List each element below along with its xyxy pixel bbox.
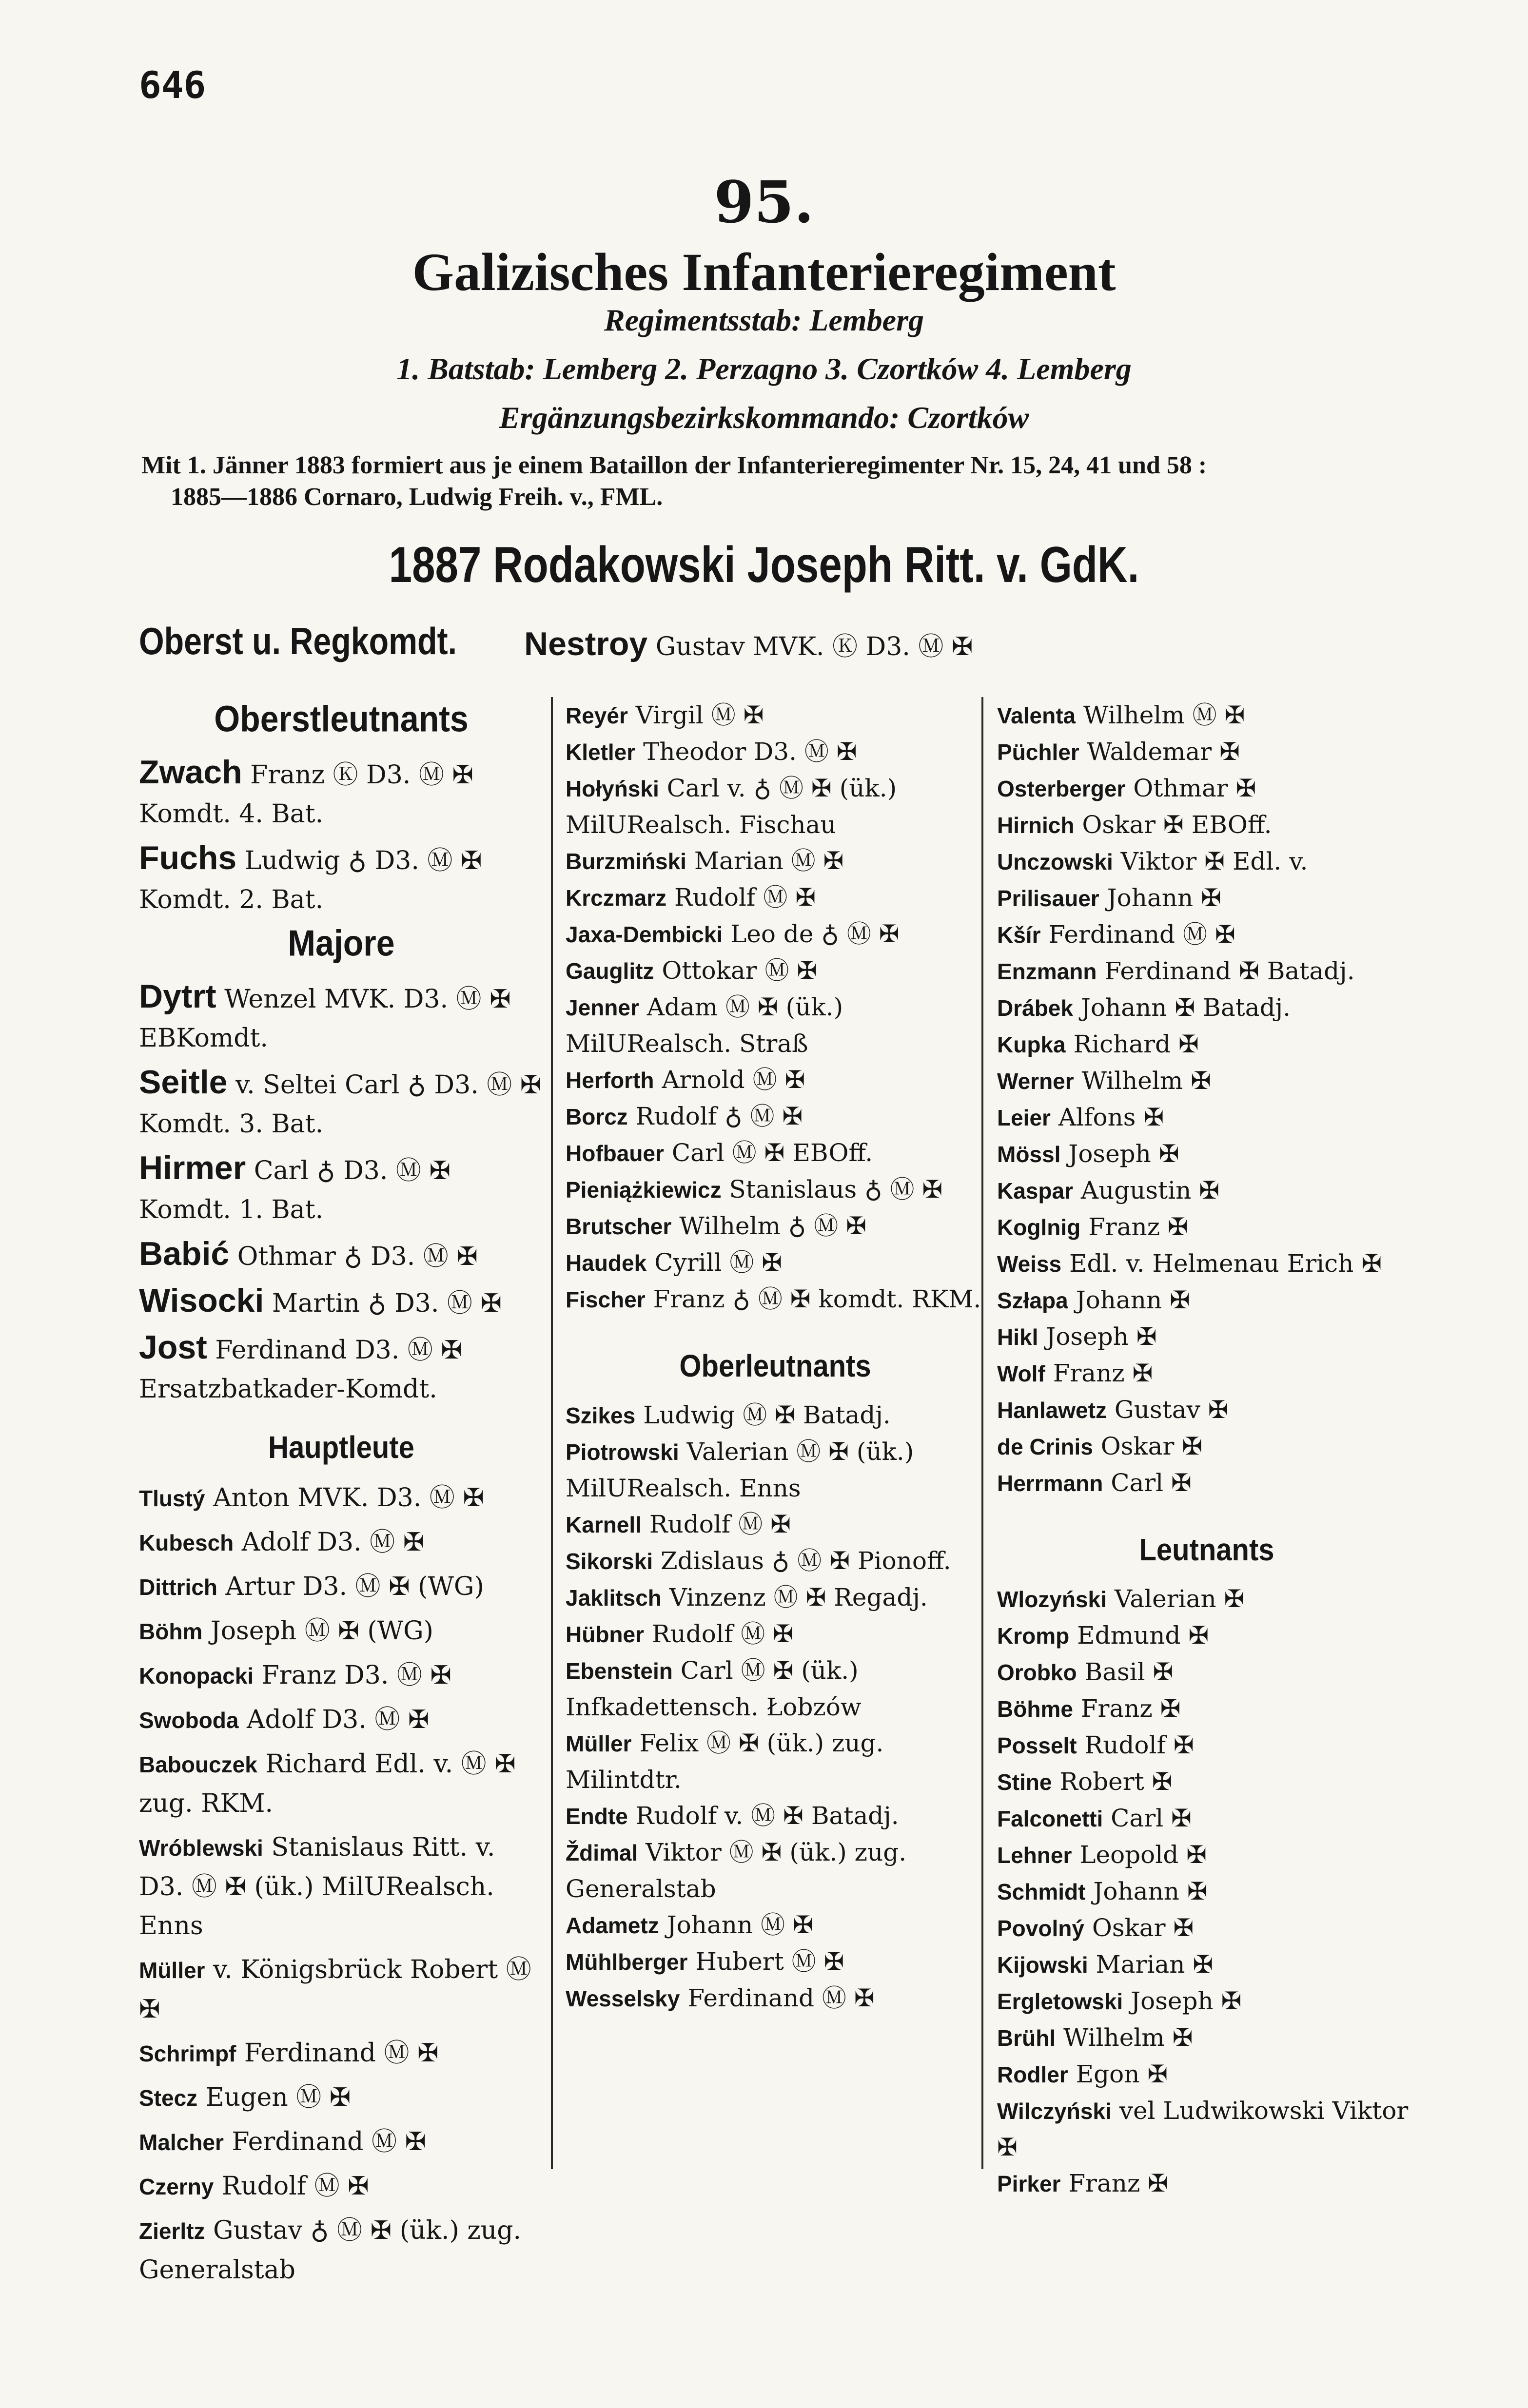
officer-details: Franz D3. Ⓜ ✠ bbox=[261, 1661, 451, 1690]
officer-name: Wlozyński bbox=[997, 1587, 1107, 1612]
officer-name: Kijowski bbox=[997, 1952, 1088, 1978]
officer-details: Felix Ⓜ ✠ (ük.) zug. Milintdtr. bbox=[566, 1729, 884, 1794]
list-item bbox=[997, 2093, 1416, 2165]
officer-details: Adolf D3. Ⓜ ✠ bbox=[241, 1528, 425, 1557]
officer-details: Ferdinand Ⓜ ✠ bbox=[1048, 920, 1235, 949]
officer-name: Schrimpf bbox=[139, 2041, 236, 2066]
list-item bbox=[566, 989, 985, 1062]
officer-name: Müller bbox=[566, 1731, 632, 1756]
officer-name: Koglnig bbox=[997, 1215, 1081, 1240]
officer-details: Egon ✠ bbox=[1076, 2060, 1168, 2088]
officer-name: Müller bbox=[139, 1958, 205, 1983]
officer-details: Stanislaus ♁ Ⓜ ✠ bbox=[729, 1175, 943, 1204]
list-item bbox=[997, 1581, 1416, 1617]
list-majore bbox=[139, 977, 544, 1409]
officer-details: Rudolf v. Ⓜ ✠ Batadj. bbox=[635, 1802, 899, 1830]
officer-details: Johann ✠ Batadj. bbox=[1080, 993, 1291, 1022]
list-item bbox=[139, 1828, 544, 1945]
officer-name: Borcz bbox=[566, 1104, 628, 1129]
officer-name: Swoboda bbox=[139, 1708, 239, 1733]
list-item bbox=[997, 1946, 1416, 1983]
officer-name: Malcher bbox=[139, 2130, 224, 2155]
officer-name: Jenner bbox=[566, 995, 639, 1020]
list-item bbox=[139, 1148, 544, 1229]
officer-name: Fuchs bbox=[139, 839, 237, 876]
officer-details: Johann ✠ bbox=[1107, 884, 1221, 912]
list-item bbox=[139, 2122, 544, 2162]
officer-details: Joseph ✠ bbox=[1068, 1140, 1179, 1168]
officer-details: Adolf D3. Ⓜ ✠ bbox=[246, 1705, 430, 1734]
list-item bbox=[997, 1172, 1416, 1209]
officer-details: Carl Ⓜ ✠ EBOff. bbox=[671, 1139, 873, 1167]
officer-name: Sikorski bbox=[566, 1549, 653, 1574]
list-item bbox=[566, 1098, 985, 1135]
list-hauptleute-cont bbox=[566, 697, 985, 1318]
officer-details: Rudolf ✠ bbox=[1084, 1731, 1194, 1759]
officer-details: Oskar ✠ EBOff. bbox=[1082, 811, 1272, 839]
officer-details: Cyrill Ⓜ ✠ bbox=[654, 1248, 783, 1277]
officer-details: Franz ✠ bbox=[1080, 1694, 1181, 1723]
officer-details: Robert ✠ bbox=[1059, 1767, 1173, 1796]
list-item bbox=[997, 953, 1416, 990]
list-item bbox=[997, 843, 1416, 880]
officer-name: Püchler bbox=[997, 739, 1079, 765]
list-item bbox=[997, 1690, 1416, 1727]
officer-name: de Crinis bbox=[997, 1434, 1093, 1459]
list-item bbox=[997, 1319, 1416, 1355]
officer-details: Ferdinand Ⓜ ✠ bbox=[687, 1984, 875, 2012]
officer-name: Jost bbox=[139, 1329, 207, 1366]
officer-details: Hubert Ⓜ ✠ bbox=[695, 1947, 844, 1976]
officer-name: Tlustý bbox=[139, 1486, 205, 1511]
list-item bbox=[997, 2165, 1416, 2202]
column-3 bbox=[997, 697, 1416, 2202]
list-item bbox=[566, 1397, 985, 1434]
list-item bbox=[566, 1943, 985, 1980]
officer-details: Adam Ⓜ ✠ (ük.) MilURealsch. Straß bbox=[566, 993, 843, 1058]
officer-details: Joseph ✠ bbox=[1131, 1987, 1242, 2015]
list-item bbox=[566, 1171, 985, 1208]
list-item bbox=[997, 1245, 1416, 1282]
officer-details: Gustav ♁ Ⓜ ✠ (ük.) zug. Generalstab bbox=[139, 2216, 522, 2285]
batstab: 1. Batstab: Lemberg 2. Perzagno 3. Czortków 4. Lemberg bbox=[396, 351, 1132, 386]
officer-name: Czerny bbox=[139, 2174, 214, 2199]
officer-name: Mühlberger bbox=[566, 1949, 688, 1975]
officer-name: Povolný bbox=[997, 1916, 1084, 1941]
officer-details: Eugen Ⓜ ✠ bbox=[205, 2083, 351, 2112]
list-item bbox=[997, 770, 1416, 807]
officer-name: Jaxa-Dembicki bbox=[566, 922, 723, 947]
colonel-rank: Oberst u. Regkomdt. bbox=[139, 620, 457, 662]
list-item bbox=[566, 1208, 985, 1244]
officer-name: Endte bbox=[566, 1804, 628, 1829]
list-item bbox=[139, 838, 544, 919]
officer-name: Stecz bbox=[139, 2085, 198, 2111]
officer-name: Falconetti bbox=[997, 1806, 1103, 1831]
officer-details: Carl v. ♁ Ⓜ ✠ (ük.) MilURealsch. Fischau bbox=[566, 774, 897, 839]
officer-name: Mössl bbox=[997, 1142, 1061, 1167]
list-item bbox=[566, 1798, 985, 1834]
officer-name: Krczmarz bbox=[566, 885, 667, 911]
officer-details: Zdislaus ♁ Ⓜ ✠ Pionoff. bbox=[660, 1547, 951, 1575]
officer-name: Hübner bbox=[566, 1622, 644, 1647]
officer-details: Alfons ✠ bbox=[1058, 1103, 1164, 1131]
officer-details: Basil ✠ bbox=[1084, 1658, 1174, 1686]
officer-name: Hofbauer bbox=[566, 1141, 664, 1166]
officer-name: Leier bbox=[997, 1105, 1051, 1130]
officer-details: Franz ✠ bbox=[1068, 2169, 1169, 2197]
officer-name: Reyér bbox=[566, 703, 628, 728]
officer-details: Valerian Ⓜ ✠ (ük.) MilURealsch. Enns bbox=[566, 1437, 914, 1502]
officer-details: Stanislaus Ritt. v. D3. Ⓜ ✠ (ük.) MilURealsch. Enns bbox=[139, 1833, 495, 1941]
officer-name: Kletler bbox=[566, 739, 636, 765]
officer-name: Babouczek bbox=[139, 1752, 257, 1777]
list-item bbox=[566, 697, 985, 734]
officer-details: Rudolf ♁ Ⓜ ✠ bbox=[635, 1102, 803, 1130]
list-item bbox=[997, 2020, 1416, 2056]
heading-oberleutnants: Oberleutnants bbox=[679, 1348, 871, 1384]
officer-name: Hikl bbox=[997, 1324, 1038, 1350]
officer-name: Hołyński bbox=[566, 776, 659, 801]
heading-oberstleutnants: Oberstleutnants bbox=[214, 699, 469, 739]
officer-name: Kromp bbox=[997, 1623, 1070, 1649]
officer-details: Joseph ✠ bbox=[1046, 1322, 1157, 1351]
officer-details: Viktor Ⓜ ✠ (ük.) zug. Generalstab bbox=[566, 1838, 907, 1903]
officer-name: Pirker bbox=[997, 2171, 1061, 2196]
list-item bbox=[139, 1700, 544, 1740]
list-item bbox=[997, 1910, 1416, 1946]
regiment-owner: 1887 Rodakowski Joseph Ritt. v. GdK. bbox=[389, 537, 1139, 593]
officer-name: Posselt bbox=[997, 1733, 1077, 1758]
officer-name: Schmidt bbox=[997, 1879, 1086, 1904]
colonel-line bbox=[139, 619, 973, 663]
page-number: 646 bbox=[139, 63, 206, 107]
officer-details: v. Seltei Carl ♁ D3. Ⓜ ✠ Komdt. 3. Bat. bbox=[139, 1070, 542, 1139]
officer-details: Edmund ✠ bbox=[1077, 1621, 1209, 1650]
officer-name: Seitle bbox=[139, 1064, 228, 1101]
officer-name: Ebenstein bbox=[566, 1658, 673, 1684]
column-2 bbox=[566, 697, 985, 2017]
officer-details: Ferdinand D3. Ⓜ ✠ Ersatzbatkader-Komdt. bbox=[139, 1336, 462, 1404]
list-item bbox=[566, 1616, 985, 1652]
officer-details: Wenzel MVK. D3. Ⓜ ✠ EBKomdt. bbox=[139, 985, 511, 1053]
officer-details: Oskar ✠ bbox=[1092, 1914, 1194, 1942]
list-item bbox=[139, 2167, 544, 2206]
ergaenzung: Ergänzungsbezirkskommando: Czortków bbox=[499, 400, 1029, 435]
officer-details: Franz Ⓚ D3. Ⓜ ✠ Komdt. 4. Bat. bbox=[139, 760, 473, 829]
officer-details: Richard ✠ bbox=[1073, 1030, 1199, 1058]
officer-details: Artur D3. Ⓜ ✠ (WG) bbox=[225, 1572, 484, 1601]
officer-details: Arnold Ⓜ ✠ bbox=[662, 1066, 805, 1094]
list-item bbox=[139, 1281, 544, 1323]
intro-line-1: Mit 1. Jänner 1883 formiert aus je einem Bataillon der Infanterieregimenter Nr. 15, 24, 41 und 58 : bbox=[141, 451, 1207, 479]
list-item bbox=[566, 1980, 985, 2017]
regimentsstab: Regimentsstab: Lemberg bbox=[604, 303, 924, 337]
officer-name: Wilczyński bbox=[997, 2098, 1112, 2124]
officer-details: Franz ✠ bbox=[1053, 1359, 1153, 1387]
list-item bbox=[997, 1282, 1416, 1319]
list-item bbox=[139, 977, 544, 1058]
list-item bbox=[139, 2034, 544, 2073]
list-item bbox=[566, 916, 985, 952]
list-oberleutnants bbox=[566, 1397, 985, 2017]
officer-details: Martin ♁ D3. Ⓜ ✠ bbox=[272, 1289, 502, 1318]
officer-details: Marian Ⓜ ✠ bbox=[694, 847, 844, 875]
list-item bbox=[139, 1234, 544, 1276]
list-item bbox=[997, 697, 1416, 734]
officer-details: Wilhelm ✠ bbox=[1081, 1067, 1212, 1095]
officer-details: vel Ludwikowski Viktor ✠ bbox=[997, 2097, 1409, 2161]
list-item bbox=[997, 1209, 1416, 1245]
list-item bbox=[139, 2078, 544, 2117]
heading-leutnants: Leutnants bbox=[1139, 1532, 1274, 1568]
officer-name: Hirnich bbox=[997, 813, 1075, 838]
officer-name: Kubesch bbox=[139, 1530, 234, 1555]
list-leutnants bbox=[997, 1581, 1416, 2202]
list-item bbox=[566, 1907, 985, 1943]
officer-details: Carl ♁ D3. Ⓜ ✠ Komdt. 1. Bat. bbox=[139, 1156, 451, 1224]
officer-details: Wilhelm ✠ bbox=[1063, 2023, 1193, 2052]
list-item bbox=[997, 1026, 1416, 1063]
officer-details: Marian ✠ bbox=[1096, 1950, 1214, 1979]
list-item bbox=[566, 734, 985, 770]
officer-details: Anton MVK. D3. Ⓜ ✠ bbox=[213, 1483, 484, 1513]
officer-name: Orobko bbox=[997, 1660, 1077, 1685]
officer-name: Babić bbox=[139, 1235, 230, 1272]
officer-details: Rudolf Ⓜ ✠ bbox=[649, 1510, 791, 1538]
officer-name: Wisocki bbox=[139, 1282, 264, 1319]
list-oberleutnants-cont bbox=[997, 697, 1416, 1501]
officer-details: Viktor ✠ Edl. v. bbox=[1120, 847, 1308, 875]
officer-details: Carl ✠ bbox=[1111, 1469, 1192, 1497]
officer-name: Wróblewski bbox=[139, 1835, 263, 1861]
list-item bbox=[139, 1523, 544, 1562]
officer-details: Wilhelm ♁ Ⓜ ✠ bbox=[679, 1212, 867, 1240]
list-item bbox=[566, 1135, 985, 1171]
officer-name: Gauglitz bbox=[566, 958, 654, 984]
officer-name: Szłapa bbox=[997, 1288, 1068, 1313]
officer-name: Prilisauer bbox=[997, 886, 1099, 911]
officer-name: Hirmer bbox=[139, 1149, 246, 1186]
officer-name: Burzmiński bbox=[566, 849, 686, 874]
officer-name: Piotrowski bbox=[566, 1439, 679, 1465]
list-item bbox=[566, 1652, 985, 1725]
officer-name: Fischer bbox=[566, 1287, 646, 1312]
list-item bbox=[566, 1281, 985, 1318]
list-item bbox=[997, 990, 1416, 1026]
list-item bbox=[566, 952, 985, 989]
list-item bbox=[139, 753, 544, 834]
list-item bbox=[997, 1654, 1416, 1690]
list-item bbox=[566, 1543, 985, 1579]
list-item bbox=[997, 1837, 1416, 1873]
list-item bbox=[997, 880, 1416, 916]
officer-name: Hanlawetz bbox=[997, 1398, 1107, 1423]
officer-details: Ottokar Ⓜ ✠ bbox=[662, 956, 818, 985]
list-item bbox=[139, 1656, 544, 1695]
page-title: Galizisches Infanterieregiment bbox=[412, 242, 1116, 302]
officer-name: Zierltz bbox=[139, 2218, 205, 2244]
officer-details: Ferdinand Ⓜ ✠ bbox=[232, 2127, 427, 2156]
list-item bbox=[566, 879, 985, 916]
list-item bbox=[997, 1800, 1416, 1837]
officer-name: Jaklitsch bbox=[566, 1585, 662, 1611]
officer-name: Pieniążkiewicz bbox=[566, 1177, 722, 1203]
colonel-name: Nestroy bbox=[524, 625, 648, 662]
officer-name: Szikes bbox=[566, 1403, 636, 1428]
list-item bbox=[997, 1099, 1416, 1136]
officer-details: Ferdinand Ⓜ ✠ bbox=[244, 2039, 439, 2068]
officer-details: Rudolf Ⓜ ✠ bbox=[651, 1620, 794, 1648]
regiment-number: 95. bbox=[714, 168, 814, 236]
officer-details: Waldemar ✠ bbox=[1087, 738, 1240, 766]
list-item bbox=[566, 1725, 985, 1798]
officer-name: Dittrich bbox=[139, 1574, 217, 1600]
officer-name: Karnell bbox=[566, 1512, 642, 1537]
officer-name: Dytrt bbox=[139, 978, 216, 1015]
list-item bbox=[566, 770, 985, 843]
officer-name: Lehner bbox=[997, 1843, 1072, 1868]
officer-details: Joseph Ⓜ ✠ (WG) bbox=[210, 1616, 433, 1646]
list-item bbox=[566, 1506, 985, 1543]
list-item bbox=[997, 1617, 1416, 1654]
officer-details: v. Königsbrück Robert Ⓜ ✠ bbox=[139, 1955, 531, 2024]
officer-name: Kupka bbox=[997, 1032, 1066, 1057]
officer-details: Edl. v. Helmenau Erich ✠ bbox=[1069, 1249, 1382, 1278]
officer-details: Ferdinand ✠ Batadj. bbox=[1104, 957, 1355, 985]
officer-details: Franz ✠ bbox=[1088, 1213, 1188, 1241]
list-item bbox=[139, 1612, 544, 1651]
officer-name: Böhm bbox=[139, 1619, 203, 1644]
officer-details: Rudolf Ⓜ ✠ bbox=[221, 2172, 369, 2201]
officer-details: Vinzenz Ⓜ ✠ Regadj. bbox=[669, 1583, 928, 1612]
officer-name: Rodler bbox=[997, 2062, 1068, 2087]
officer-name: Adametz bbox=[566, 1913, 659, 1938]
officer-name: Zwach bbox=[139, 754, 242, 791]
officer-details: Leopold ✠ bbox=[1079, 1841, 1207, 1869]
list-item bbox=[139, 1567, 544, 1607]
officer-name: Ergletowski bbox=[997, 1989, 1123, 2014]
officer-details: Franz ♁ Ⓜ ✠ komdt. RKM. bbox=[653, 1285, 981, 1313]
list-item bbox=[997, 2056, 1416, 2093]
officer-name: Wesselsky bbox=[566, 1986, 680, 2011]
list-item bbox=[997, 1727, 1416, 1764]
officer-name: Herforth bbox=[566, 1068, 654, 1093]
officer-name: Brühl bbox=[997, 2025, 1056, 2051]
officer-name: Kšír bbox=[997, 922, 1041, 948]
officer-details: Theodor D3. Ⓜ ✠ bbox=[643, 738, 857, 766]
officer-details: Wilhelm Ⓜ ✠ bbox=[1083, 701, 1245, 729]
colonel-details: Gustav MVK. Ⓚ D3. Ⓜ ✠ bbox=[655, 632, 973, 661]
list-item bbox=[566, 1244, 985, 1281]
list-item bbox=[997, 734, 1416, 770]
list-item bbox=[566, 843, 985, 879]
officer-details: Richard Edl. v. Ⓜ ✠ zug. RKM. bbox=[139, 1749, 516, 1818]
officer-name: Konopacki bbox=[139, 1663, 254, 1689]
officer-name: Werner bbox=[997, 1068, 1074, 1094]
list-item bbox=[997, 1428, 1416, 1465]
officer-details: Ludwig ♁ D3. Ⓜ ✠ Komdt. 2. Bat. bbox=[139, 846, 482, 914]
officer-name: Haudek bbox=[566, 1250, 647, 1276]
officer-details: Gustav ✠ bbox=[1114, 1396, 1229, 1424]
list-item bbox=[997, 1465, 1416, 1501]
officer-name: Kaspar bbox=[997, 1178, 1073, 1204]
officer-name: Osterberger bbox=[997, 776, 1126, 801]
list-hauptleute bbox=[139, 1478, 544, 2290]
list-item bbox=[566, 1579, 985, 1616]
officer-name: Ždimal bbox=[566, 1840, 638, 1865]
colonel-entry bbox=[524, 625, 973, 663]
list-item bbox=[566, 1834, 985, 1907]
list-item bbox=[139, 1478, 544, 1518]
list-item bbox=[566, 1062, 985, 1098]
list-item bbox=[139, 2211, 544, 2290]
officer-details: Carl Ⓜ ✠ (ük.) Infkadettensch. Łobzów bbox=[566, 1656, 862, 1721]
officer-details: Johann ✠ bbox=[1076, 1286, 1190, 1314]
list-item bbox=[997, 1873, 1416, 1910]
officer-details: Valerian ✠ bbox=[1114, 1585, 1245, 1613]
officer-name: Böhme bbox=[997, 1696, 1073, 1722]
intro-line-2: 1885—1886 Cornaro, Ludwig Freih. v., FML. bbox=[171, 483, 663, 511]
list-oberstleutnants bbox=[139, 753, 544, 919]
officer-details: Othmar ✠ bbox=[1133, 774, 1256, 802]
officer-name: Enzmann bbox=[997, 959, 1097, 984]
officer-details: Rudolf Ⓜ ✠ bbox=[674, 883, 816, 912]
list-item bbox=[997, 1764, 1416, 1800]
officer-name: Unczowski bbox=[997, 849, 1113, 874]
officer-details: Carl ✠ bbox=[1111, 1804, 1192, 1832]
heading-hauptleute: Hauptleute bbox=[268, 1430, 414, 1465]
officer-name: Drábek bbox=[997, 995, 1073, 1021]
list-item bbox=[139, 1063, 544, 1144]
list-item bbox=[139, 1328, 544, 1409]
officer-details: Leo de ♁ Ⓜ ✠ bbox=[730, 920, 900, 948]
officer-details: Ludwig Ⓜ ✠ Batadj. bbox=[643, 1401, 891, 1429]
list-item bbox=[997, 1355, 1416, 1392]
column-divider bbox=[551, 697, 553, 2169]
officer-name: Herrmann bbox=[997, 1471, 1103, 1496]
list-item bbox=[997, 1063, 1416, 1099]
heading-majore: Majore bbox=[288, 923, 395, 964]
list-item bbox=[139, 1745, 544, 1823]
officer-details: Johann ✠ bbox=[1093, 1877, 1208, 1905]
list-item bbox=[997, 1392, 1416, 1428]
list-item bbox=[139, 1950, 544, 2029]
column-1 bbox=[139, 697, 544, 2294]
officer-details: Othmar ♁ D3. Ⓜ ✠ bbox=[237, 1242, 478, 1271]
officer-name: Wolf bbox=[997, 1361, 1045, 1386]
officer-details: Oskar ✠ bbox=[1100, 1432, 1203, 1460]
officer-name: Stine bbox=[997, 1769, 1052, 1795]
officer-details: Virgil Ⓜ ✠ bbox=[635, 701, 764, 729]
officer-details: Johann Ⓜ ✠ bbox=[666, 1911, 813, 1939]
list-item bbox=[997, 1983, 1416, 2020]
officer-details: Augustin ✠ bbox=[1080, 1176, 1220, 1204]
officer-name: Brutscher bbox=[566, 1214, 672, 1239]
list-item bbox=[566, 1434, 985, 1506]
list-item bbox=[997, 1136, 1416, 1172]
list-item bbox=[997, 916, 1416, 953]
officer-name: Valenta bbox=[997, 703, 1076, 728]
officer-name: Weiss bbox=[997, 1251, 1062, 1277]
list-item bbox=[997, 807, 1416, 843]
